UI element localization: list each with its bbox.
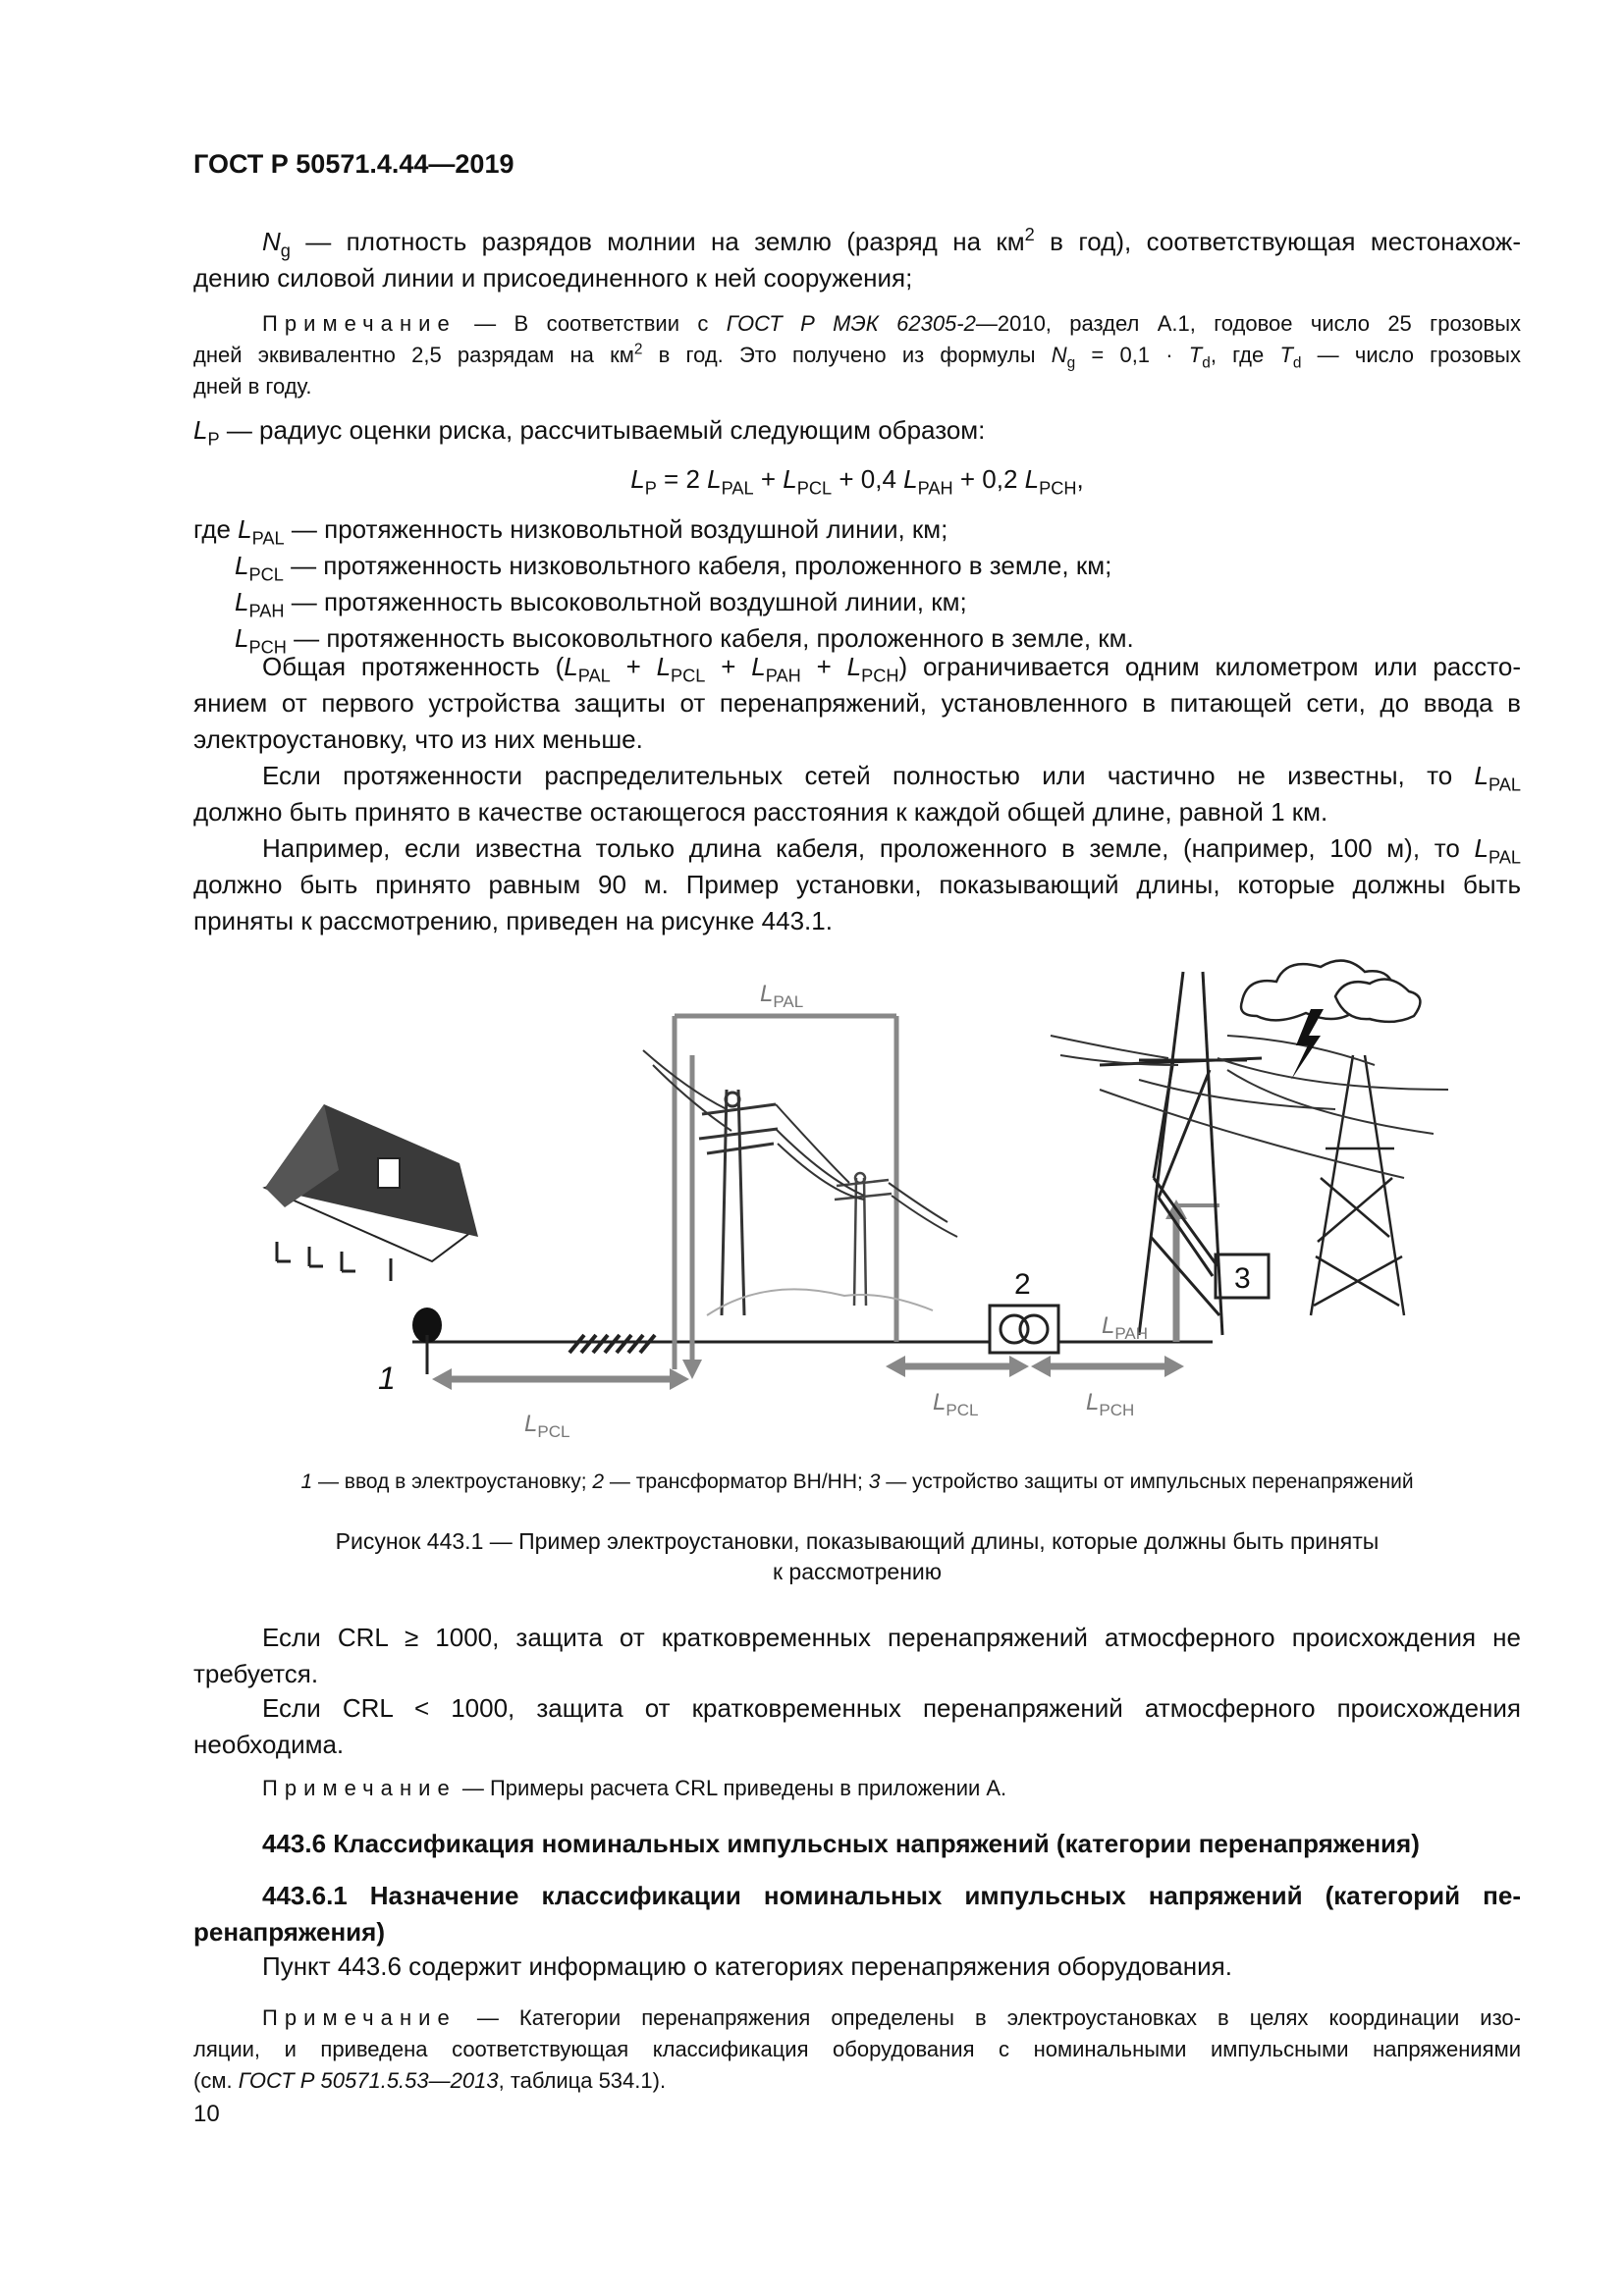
label-2: 2 <box>1014 1268 1031 1301</box>
buried-cable-hatch <box>569 1335 655 1353</box>
house-illustration <box>265 1104 478 1281</box>
note-3: Примечание — Категории перенапряжения определены в электроустановках в целях координации изо- ляции, и приведена соответствующая классификация оборудования с номинальными импульсными напряжениями (см. ГОСТ Р 50571.5.53—2013, таблица 534.1). <box>193 2005 1521 2093</box>
where-item: $L_{PCL}$ — протяженность низковольтного кабеля, проложенного в земле, км; <box>235 551 1112 585</box>
crl-lt-paragraph: Если CRL < 1000, защита от кратковременных перенапряжений атмосферного происхождения необходима. <box>193 1693 1521 1759</box>
formula: $L_P = 2$ $L_{PAL} + L_{PCL} + 0,4$ $L_{PAH} + 0,2$ $L_{PCH}$, <box>630 464 1084 499</box>
paragraph-443-6: Пункт 443.6 содержит информацию о категориях перенапряжения оборудования. <box>262 1951 1232 1981</box>
label-lpcl-right: $L_{PCL}$ <box>933 1389 979 1419</box>
figure-caption: Рисунок 443.1 — Пример электроустановки, показывающий длины, которые должны быть приняты к рассмотрению <box>335 1528 1380 1584</box>
heading-443-6: 443.6 Классификация номинальных импульсных напряжений (категории перенапряжения) <box>262 1829 1420 1858</box>
note-label: Примечание <box>262 2005 457 2030</box>
label-lpcl-left: $L_{PCL}$ <box>524 1411 570 1441</box>
document-header: ГОСТ Р 50571.4.44—2019 <box>193 149 514 179</box>
label-3: 3 <box>1234 1262 1251 1295</box>
page-number: 10 <box>193 2101 220 2127</box>
ng-definition: $N_g$ — плотность разрядов молнии на землю (разряд на $км^2$ в год), соответствующая местонахож- дению силовой линии и присоединенного к ней сооружения; <box>193 225 1521 293</box>
note-1: Примечание — В соответствии с ГОСТ Р МЭК 62305-2—2010, раздел А.1, годовое число 25 грозовых дней эквивалентно 2,5 разрядам на $км^2$ в год. Это получено из формулы $N_g = 0,1 \cdot T_d$, где $T_d$ — число грозовых дней в году. <box>193 311 1522 399</box>
where-item: $L_{PAH}$ — протяженность высоковольтной воздушной линии, км; <box>235 587 967 621</box>
heading-443-6-1: 443.6.1 Назначение классификации номинальных импульсных напряжений (категорий пе- ренапряжения) <box>193 1881 1521 1947</box>
label-lpch: $L_{PCH}$ <box>1086 1389 1135 1419</box>
high-voltage-wires <box>1051 1036 1448 1178</box>
note-label: Примечание <box>262 311 457 336</box>
example-paragraph: Например, если известна только длина кабеля, проложенного в земле, (например, 100 м), то $L_{PAL}$ должно быть принято равным 90 м. Пример установки, показывающий длины, которые должны быть приняты к рассмотрению, приведен на рисунке 443.1. <box>193 833 1521 935</box>
transformer-box <box>990 1306 1058 1353</box>
figure-legend: 1 — ввод в электроустановку; 2 — трансформатор ВН/НН; 3 — устройство защиты от импульсных перенапряжений <box>300 1470 1414 1493</box>
where-item: где $L_{PAL}$ — протяженность низковольтной воздушной линии, км; <box>193 514 948 549</box>
label-1: 1 <box>378 1361 396 1396</box>
label-lpah: $L_{PAH}$ <box>1102 1312 1149 1343</box>
lp-definition: $L_P$ — радиус оценки риска, рассчитываемый следующим образом: <box>193 415 986 450</box>
low-voltage-pole <box>699 1090 778 1315</box>
where-item: $L_{PCH}$ — протяженность высоковольтного кабеля, проложенного в земле, км. <box>235 623 1134 658</box>
lpcl-right-arrow <box>886 1356 1029 1377</box>
label-lpal: $L_{PAL}$ <box>760 981 804 1011</box>
storm-cloud <box>1241 961 1420 1022</box>
total-length-paragraph: Общая протяженность $(L_{PAL} + L_{PCL} + L_{PAH} + L_{PCH})$ ограничивается одним километром или рассто- янием от первого устройства защиты от перенапряжений, установленного в питающей сети, до ввода в электроустановку, что из них меньше. <box>193 652 1521 754</box>
high-voltage-tower-far <box>1311 1055 1404 1315</box>
unknown-length-paragraph: Если протяженности распределительных сетей полностью или частично не известны, то $L_{PAL}$ должно быть принято в качестве остающегося расстояния к каждой общей длине, равной 1 км. <box>193 761 1521 827</box>
where-list <box>193 511 1134 657</box>
lpcl-left-arrow <box>432 1368 689 1390</box>
note-label: Примечание <box>262 1776 457 1800</box>
figure-443-1 <box>0 942 1624 1453</box>
crl-ge-paragraph: Если CRL ≥ 1000, защита от кратковременных перенапряжений атмосферного происхождения не требуется. <box>193 1623 1521 1688</box>
lpch-arrow <box>1031 1356 1184 1377</box>
note-2: Примечание — Примеры расчета CRL приведены в приложении А. <box>262 1776 1007 1800</box>
